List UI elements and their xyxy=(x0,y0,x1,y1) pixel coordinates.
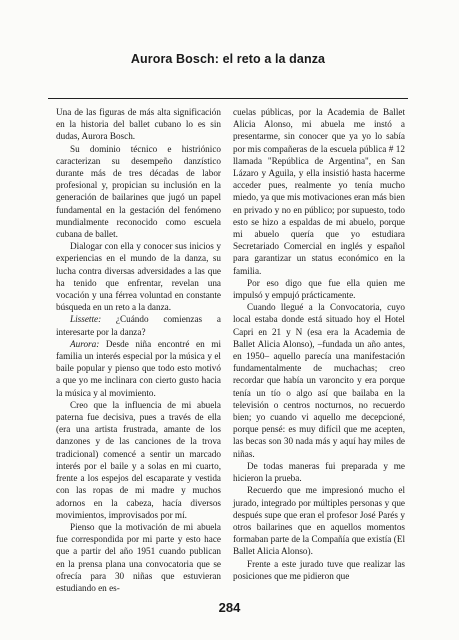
text-column-right xyxy=(233,106,405,584)
paragraph-text: ¿Cuándo comienzas a interesarte por la danza? xyxy=(56,314,221,337)
speaker-label: Aurora: xyxy=(70,338,100,349)
paragraph-text: Su dominio técnico e histriónico caracterizan su desempeño danzístico durante más de tres décadas de labor profesional y, propician su inclusión en la generación de bailarines que jugó un papel fundamental en la gestación del fenómeno mundialmente reconocido como escuela cubana de ballet. xyxy=(56,143,221,240)
paragraph-text: Por eso digo que fue ella quien me impulsó y empujó prácticamente. xyxy=(233,277,405,301)
paragraph xyxy=(233,106,405,277)
paragraph-text: Creo que la influencia de mi abuela paterna fue decisiva, pues a través de ella (era una artista frustrada, amante de los danzones y de las canciones de la trova tradicional) comencé a sentir un marcado interés por el baile y a solas en mi cuarto, frente a los espejos del escaparate y vestida con las ropas de mi madre y muchos adornos en la cabeza, hacía diversos movimientos, improvisados por mí. xyxy=(56,399,221,520)
paragraph-text: Una de las figuras de más alta significación en la historia del ballet cubano lo es sin dudas, Aurora Bosch. xyxy=(56,107,221,142)
paragraph xyxy=(233,558,405,582)
paragraph xyxy=(233,484,405,557)
paragraph xyxy=(56,240,221,313)
speaker-label: Lissette: xyxy=(70,314,102,325)
text-column-left xyxy=(56,106,221,593)
paragraph-text: De todas maneras fui preparada y me hicieron la prueba. xyxy=(233,460,405,484)
paragraph-text: Dialogar con ella y conocer sus inicios y experiencias en el mundo de la danza, su lucha contra diversas adversidades a las que ha tenido que enfrentar, revelan una vocación y una férrea voluntad en constante búsqueda en un reto a la danza. xyxy=(56,241,221,313)
paragraph-text: cuelas públicas, por la Academia de Ballet Alicia Alonso, mi abuela me instó a presentarme, sin conocer que ya yo lo sabía por mis compañeras de la escuela pública # 12 llamada "República de Argentina", en San Lázaro y Aguila, y ella insistió hasta hacerme acceder pues, realmente yo tenía mucho miedo, ya que mis motivaciones eran más bien en privado y no en público; por supuesto, todo esto se hizo a espaldas de mi abuelo, porque mi abuelo quería que yo estudiara Secretariado Comercial en inglés y español para garantizar un status económico en la familia. xyxy=(233,107,405,276)
paragraph xyxy=(56,338,221,399)
paragraph xyxy=(233,460,405,484)
page-number: 284 xyxy=(218,600,241,615)
paragraph-text: Cuando llegué a la Convocatoria, cuyo local estaba donde está situado hoy el Hotel Capri en 21 y N (esa era la Academia de Ballet Alicia Alonso), –fundada un año antes, en 1950– aquello parecía una manifestación fundamentalmente de muchachas; creo recordar que había un varoncito y era porque tenía un tío o algo así que bailaba en la televisión o centros nocturnos, no recuerdo bien; yo cuando vi aquello me decepcioné, porque pensé: es muy difícil que me acepten, las becas son 30 nada más y aquí hay miles de niñas. xyxy=(233,302,405,459)
paragraph-text: Desde niña encontré en mi familia un interés especial por la música y el baile popular y pienso que todo esto motivó a que yo me inclinara con cierto gusto hacia la música y al movimiento. xyxy=(56,338,221,398)
paragraph xyxy=(56,521,221,594)
running-header: Aurora Bosch: el reto a la danza xyxy=(130,52,326,66)
paragraph xyxy=(56,313,221,337)
paragraph xyxy=(56,143,221,241)
paragraph-text: Recuerdo que me impresionó mucho el jurado, integrado por múltiples personas y que después supe que eran el profesor José Parés y otros bailarines que en aquellos momentos formaban parte de la Compañía que existía (El Ballet Alicia Alonso). xyxy=(233,485,405,557)
header-rule xyxy=(48,98,408,99)
paragraph xyxy=(56,106,221,143)
paragraph xyxy=(233,301,405,460)
paragraph-text: Frente a este jurado tuve que realizar las posiciones que me pidieron que xyxy=(233,558,405,581)
show-through-texture xyxy=(48,72,408,98)
paragraph xyxy=(233,277,405,301)
paragraph-text: Pienso que la motivación de mi abuela fue correspondida por mi parte y esto hace que a partir del año 1951 cuando publican en la prensa plana una convocatoria que se ofrecía para 30 niñas que estuvieran estudiando en es- xyxy=(56,521,221,593)
paragraph xyxy=(56,399,221,521)
